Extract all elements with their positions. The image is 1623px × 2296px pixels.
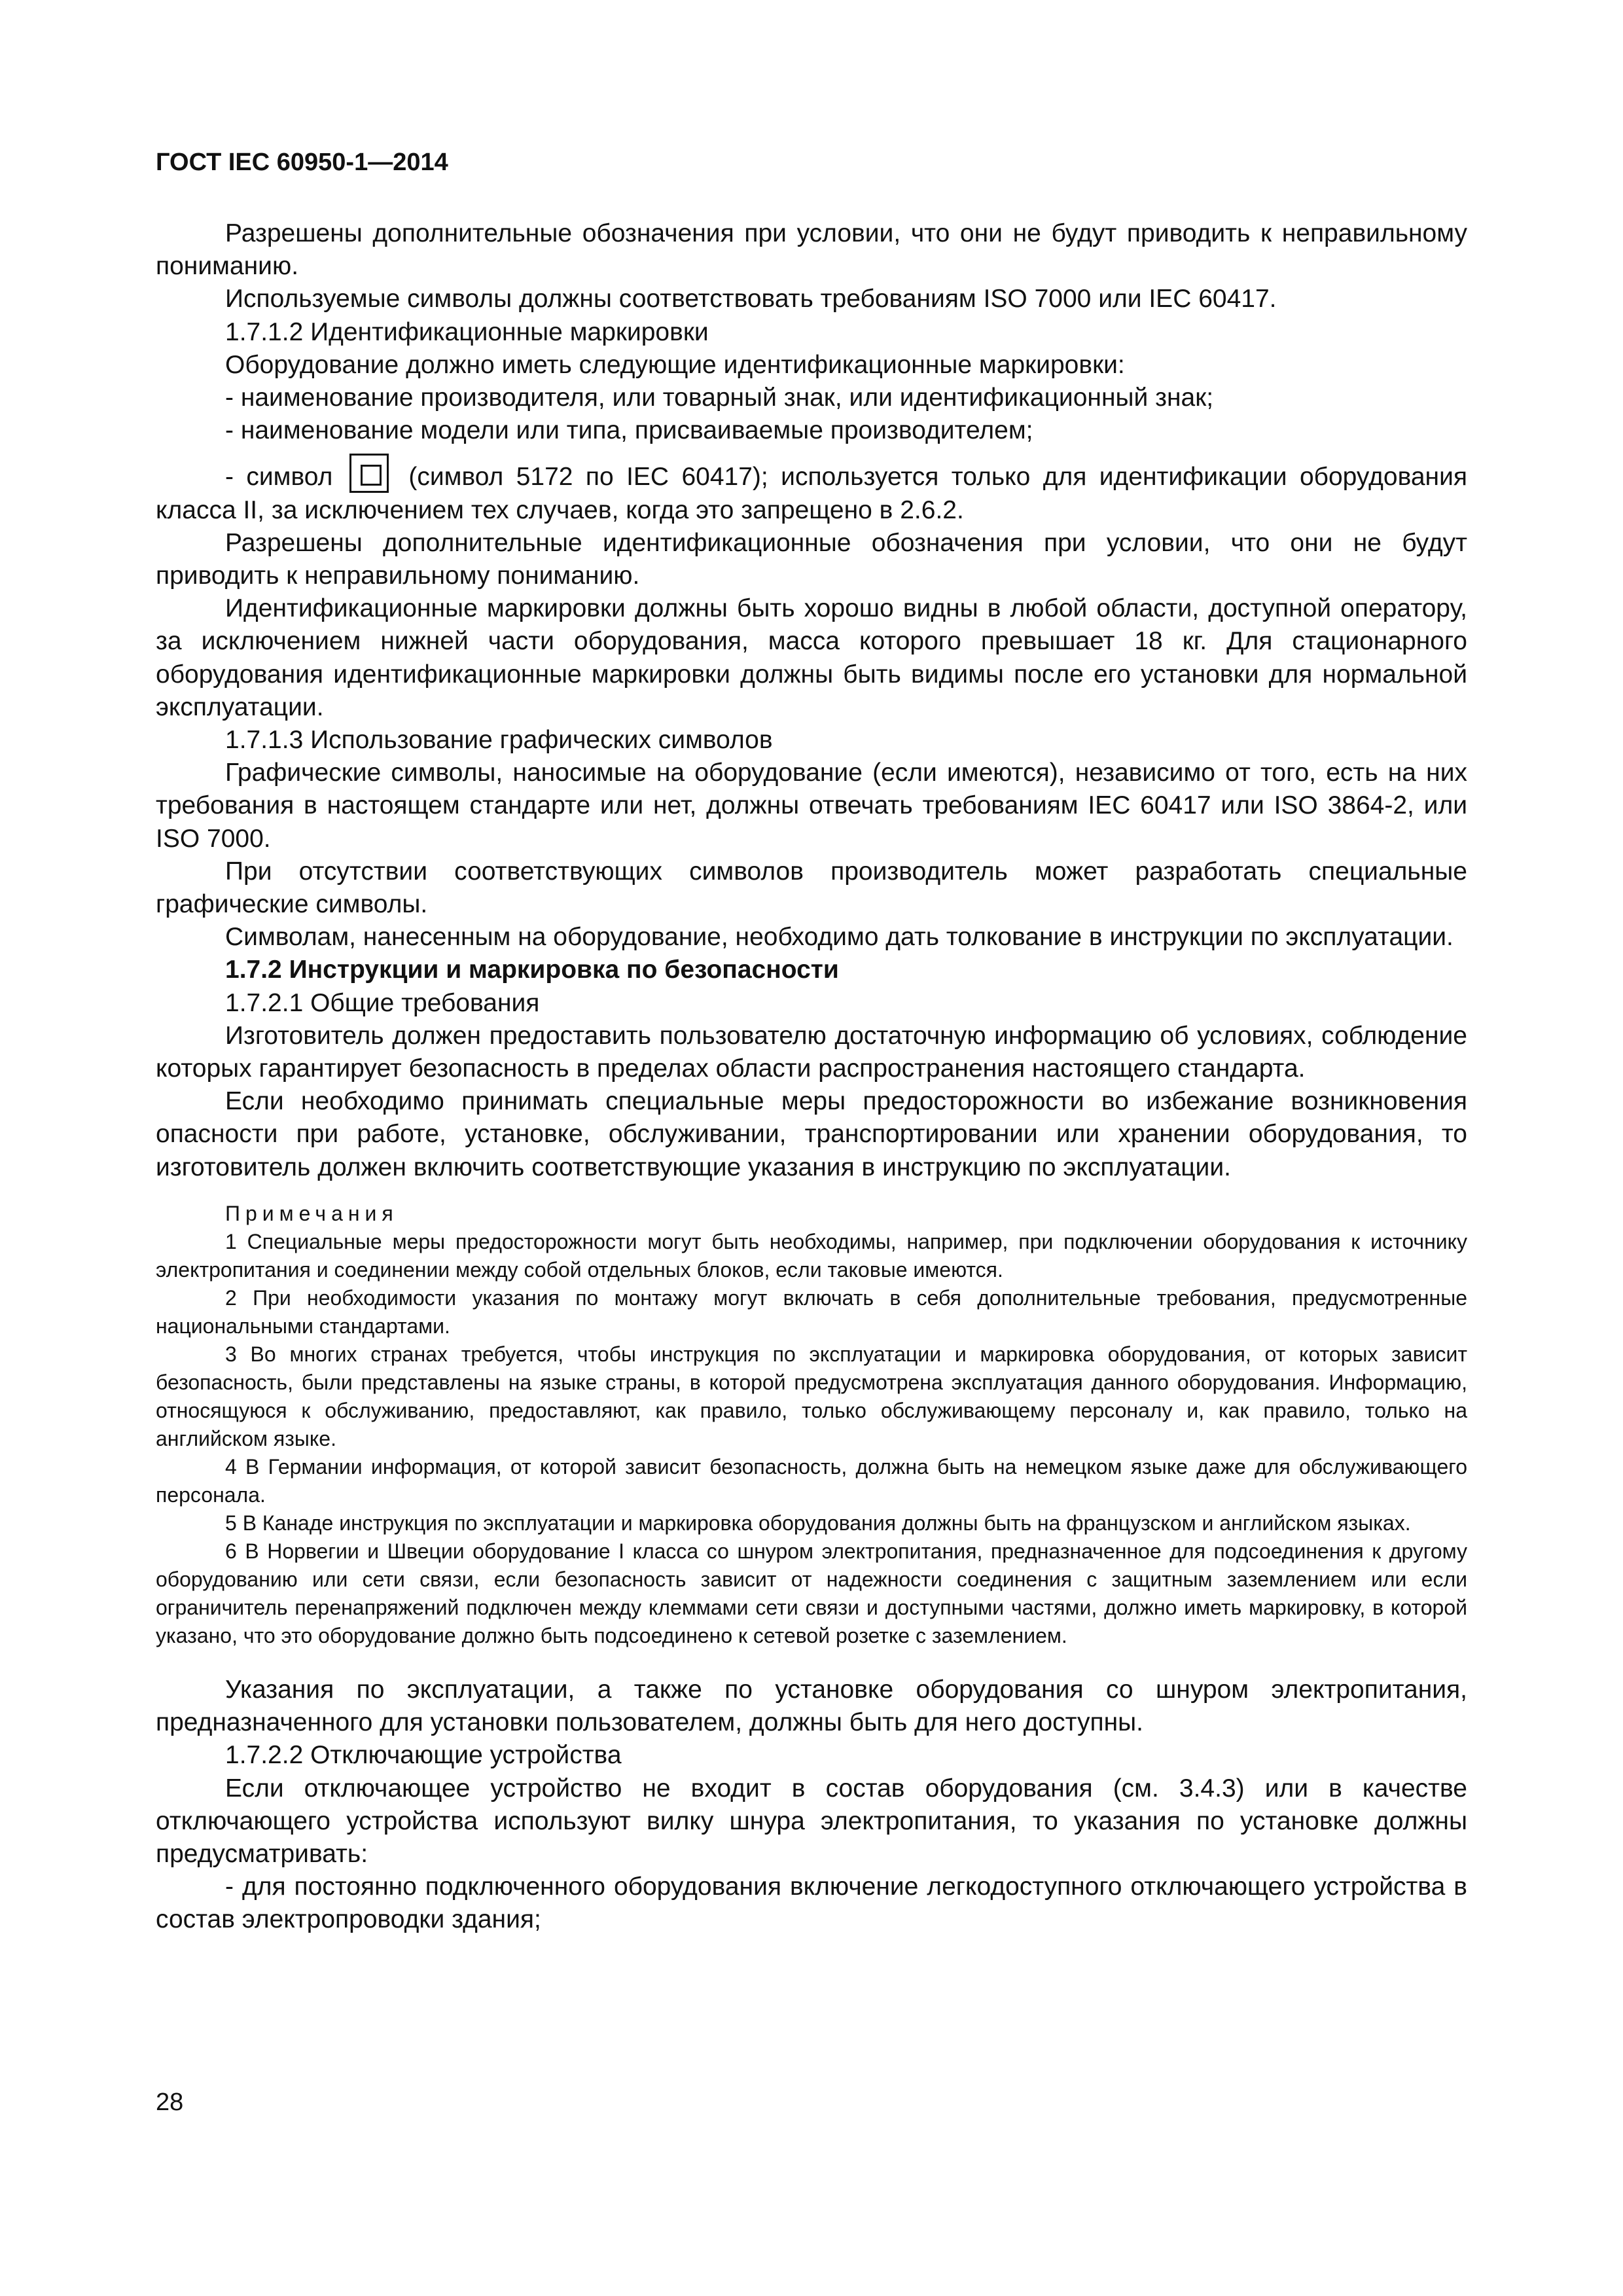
subsection-heading: 1.7.2.2 Отключающие устройства	[225, 1741, 622, 1770]
list-item-symbol	[156, 454, 1467, 526]
paragraph: Указания по эксплуатации, а также по установке оборудования со шнуром электропитания, предназначенного для установки пользователем, должны быть для него доступны.	[156, 1675, 1467, 1737]
paragraph: Изготовитель должен предоставить пользователю достаточную информацию об условиях, соблюдение которых гарантирует безопасность в пределах области распространения настоящего стандарта.	[156, 1021, 1467, 1083]
document-page	[156, 147, 1467, 1937]
note-item: 1 Специальные меры предосторожности могут быть необходимы, например, при подключении оборудования к источнику электропитания и соединении между собой отдельных блоков, если таковые имеются.	[156, 1229, 1467, 1282]
note-item: 5 В Канаде инструкция по эксплуатации и маркировка оборудования должны быть на французском и английском языках.	[225, 1511, 1411, 1535]
paragraph: При отсутствии соответствующих символов производитель может разработать специальные графические символы.	[156, 857, 1467, 919]
list-item: - для постоянно подключенного оборудования включение легкодоступного отключающего устройства в состав электропроводки здания;	[156, 1873, 1467, 1934]
subsection-heading: 1.7.1.2 Идентификационные маркировки	[225, 317, 709, 346]
section-heading: 1.7.2 Инструкции и маркировка по безопасности	[225, 956, 839, 984]
document-header: ГОСТ IEC 60950-1—2014	[156, 149, 448, 176]
note-item: 6 В Норвегии и Швеции оборудование I класса со шнуром электропитания, предназначенное для подсоединения к другому оборудованию или сети связи, если безопасность зависит от надежности соединения с защитным заземлением или если ограничитель перенапряжений подключен между клеммами сети связи и доступными частями, должно иметь маркировку, в которой указано, что это оборудование должно быть подсоединено к сетевой розетке с заземлением.	[156, 1539, 1467, 1647]
symbol-item-prefix: - символ	[225, 463, 333, 492]
spacer	[156, 1650, 1467, 1674]
subsection-heading: 1.7.2.1 Общие требования	[225, 988, 540, 1017]
note-item: 2 При необходимости указания по монтажу могут включать в себя дополнительные требования, предусмотренные национальными стандартами.	[156, 1285, 1467, 1338]
double-square-class-ii-icon	[349, 454, 389, 493]
notes-title: Примечания	[225, 1201, 399, 1225]
list-item: - наименование производителя, или товарный знак, или идентификационный знак;	[225, 384, 1214, 412]
subsection-heading: 1.7.1.3 Использование графических символов	[225, 726, 773, 755]
list-item: - наименование модели или типа, присваиваемые производителем;	[225, 416, 1033, 445]
paragraph: Символам, нанесенным на оборудование, необходимо дать толкование в инструкции по эксплуатации.	[225, 923, 1454, 952]
paragraph: Оборудование должно иметь следующие идентификационные маркировки:	[225, 350, 1125, 379]
paragraph: Если необходимо принимать специальные меры предосторожности во избежание возникновения опасности при работе, установке, обслуживании, транспортировании или хранении оборудования, то изготовитель должен включить соответствующие указания в инструкцию по эксплуатации.	[156, 1087, 1467, 1181]
paragraph: Используемые символы должны соответствовать требованиям ISO 7000 или IEC 60417.	[225, 285, 1277, 314]
paragraph: Идентификационные маркировки должны быть хорошо видны в любой области, доступной оператору, за исключением нижней части оборудования, масса которого превышает 18 кг. Для стационарного оборудования идентификационные маркировки должны быть видимы после его установки для нормальной эксплуатации.	[156, 594, 1467, 721]
symbol-item-suffix: (символ 5172 по IEC 60417); используется только для идентификации оборудования класса II, за исключением тех случаев, когда это запрещено в 2.6.2.	[156, 463, 1467, 524]
paragraph: Графические символы, наносимые на оборудование (если имеются), независимо от того, есть на них требования в настоящем стандарте или нет, должны отвечать требованиям IEC 60417 или ISO 3864-2, или ISO 7000.	[156, 759, 1467, 853]
paragraph: Разрешены дополнительные обозначения при условии, что они не будут приводить к неправильному пониманию.	[156, 219, 1467, 281]
note-item: 3 Во многих странах требуется, чтобы инструкция по эксплуатации и маркировка оборудования, от которых зависит безопасность, были представлены на языке страны, в которой предусмотрена эксплуатация данного оборудования. Информацию, относящуюся к обслуживанию, предоставляют, как правило, только обслуживающему персоналу и, как правило, только на английском языке.	[156, 1342, 1467, 1450]
paragraph: Разрешены дополнительные идентификационные обозначения при условии, что они не будут приводить к неправильному пониманию.	[156, 528, 1467, 590]
page-number: 28	[156, 2089, 184, 2116]
paragraph: Если отключающее устройство не входит в состав оборудования (см. 3.4.3) или в качестве отключающего устройства используют вилку шнура электропитания, то указания по установке должны предусматривать:	[156, 1774, 1467, 1868]
note-item: 4 В Германии информация, от которой зависит безопасность, должна быть на немецком языке даже для обслуживающего персонала.	[156, 1454, 1467, 1507]
